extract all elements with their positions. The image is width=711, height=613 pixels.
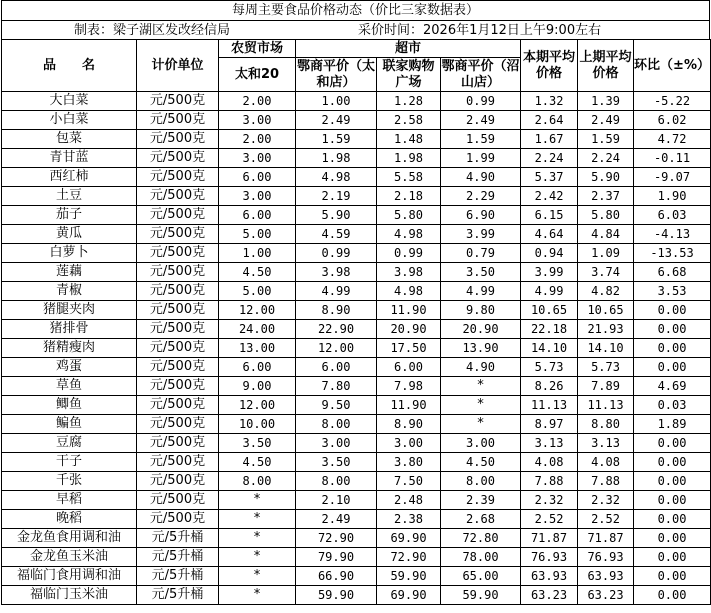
cell-e-zhaoshan-price: 72.80 [441,529,521,548]
cell-change: 0.00 [634,510,711,529]
cell-unit: 元/5升桶 [137,529,219,548]
cell-farm-price: 2.00 [219,92,296,111]
cell-unit: 元/500克 [137,510,219,529]
cell-e-zhaoshan-price: * [441,396,521,415]
cell-e-zhaoshan-price: 1.59 [441,130,521,149]
header-unit: 计价单位 [137,40,219,92]
cell-unit: 元/500克 [137,491,219,510]
maker-label: 制表：梁子湖区发改经信局 [74,23,231,38]
cell-e-zhaoshan-price: 2.68 [441,510,521,529]
cell-name: 青甘蓝 [2,149,137,168]
cell-name: 干子 [2,453,137,472]
cell-this-avg: 14.10 [521,339,578,358]
cell-name: 草鱼 [2,377,137,396]
table-row [2,149,711,168]
cell-last-avg: 5.73 [578,358,634,377]
cell-lianjia-price: 69.90 [377,529,441,548]
cell-change: 6.02 [634,111,711,130]
cell-this-avg: 3.99 [521,263,578,282]
cell-name: 福临门食用调和油 [2,567,137,586]
cell-e-taihe-price: 8.00 [296,415,377,434]
cell-this-avg: 8.97 [521,415,578,434]
cell-name: 早稻 [2,491,137,510]
cell-lianjia-price: 1.98 [377,149,441,168]
cell-unit: 元/500克 [137,168,219,187]
cell-last-avg: 3.74 [578,263,634,282]
cell-this-avg: 2.42 [521,187,578,206]
cell-unit: 元/500克 [137,225,219,244]
cell-e-zhaoshan-price: 13.90 [441,339,521,358]
cell-last-avg: 3.13 [578,434,634,453]
cell-last-avg: 2.52 [578,510,634,529]
table-row [2,529,711,548]
cell-farm-price: 4.50 [219,263,296,282]
cell-farm-price: 24.00 [219,320,296,339]
cell-lianjia-price: 8.90 [377,415,441,434]
header-last-avg: 上期平均价格 [578,40,634,92]
cell-change: 1.90 [634,187,711,206]
cell-e-zhaoshan-price: 20.90 [441,320,521,339]
header-e-taihe: 鄂商平价（太和店） [296,58,375,90]
cell-last-avg: 21.93 [578,320,634,339]
table-row [2,510,711,529]
table-row [2,434,711,453]
cell-unit: 元/500克 [137,263,219,282]
cell-name: 西红柿 [2,168,137,187]
cell-farm-price: 5.00 [219,282,296,301]
cell-this-avg: 8.26 [521,377,578,396]
cell-farm-price: 10.00 [219,415,296,434]
cell-lianjia-price: 59.90 [377,567,441,586]
cell-e-taihe-price: 2.49 [296,510,377,529]
cell-change: -9.07 [634,168,711,187]
cell-this-avg: 1.32 [521,92,578,111]
cell-lianjia-price: 11.90 [377,301,441,320]
cell-e-zhaoshan-price: 65.00 [441,567,521,586]
cell-unit: 元/500克 [137,111,219,130]
cell-e-zhaoshan-price: 0.99 [441,92,521,111]
cell-this-avg: 10.65 [521,301,578,320]
cell-farm-price: 8.00 [219,472,296,491]
header-supermarket: 超市 [296,40,521,58]
cell-lianjia-price: 0.99 [377,244,441,263]
cell-e-taihe-price: 6.00 [296,358,377,377]
cell-name: 黄瓜 [2,225,137,244]
cell-this-avg: 4.99 [521,282,578,301]
cell-lianjia-price: 5.58 [377,168,441,187]
cell-farm-price: 3.50 [219,434,296,453]
cell-change: 0.00 [634,548,711,567]
cell-e-zhaoshan-price: 4.90 [441,168,521,187]
cell-name: 金龙鱼食用调和油 [2,529,137,548]
price-sheet [1,0,710,605]
cell-e-taihe-price: 9.50 [296,396,377,415]
cell-farm-price: 3.00 [219,149,296,168]
cell-e-zhaoshan-price: 2.29 [441,187,521,206]
cell-change: 0.00 [634,434,711,453]
cell-e-zhaoshan-price: 4.50 [441,453,521,472]
cell-farm-price: 9.00 [219,377,296,396]
cell-lianjia-price: 4.98 [377,225,441,244]
table-row [2,491,711,510]
cell-e-taihe-price: 2.49 [296,111,377,130]
cell-change: -0.11 [634,149,711,168]
cell-e-taihe-price: 3.98 [296,263,377,282]
cell-last-avg: 1.09 [578,244,634,263]
cell-unit: 元/500克 [137,92,219,111]
cell-farm-price: * [219,567,296,586]
cell-e-taihe-price: 59.90 [296,586,377,605]
cell-last-avg: 4.84 [578,225,634,244]
cell-change: 4.69 [634,377,711,396]
sheet-subtitle [1,20,710,39]
cell-this-avg: 5.73 [521,358,578,377]
cell-change: 0.00 [634,529,711,548]
cell-e-taihe-price: 12.00 [296,339,377,358]
cell-farm-price: 4.50 [219,453,296,472]
cell-lianjia-price: 69.90 [377,586,441,605]
cell-unit: 元/500克 [137,358,219,377]
cell-lianjia-price: 6.00 [377,358,441,377]
cell-name: 鲫鱼 [2,396,137,415]
cell-e-zhaoshan-price: 3.00 [441,434,521,453]
cell-farm-price: * [219,491,296,510]
cell-last-avg: 8.80 [578,415,634,434]
cell-lianjia-price: 1.48 [377,130,441,149]
cell-change: 0.00 [634,358,711,377]
cell-farm-price: 12.00 [219,301,296,320]
cell-name: 猪精瘦肉 [2,339,137,358]
cell-unit: 元/500克 [137,244,219,263]
table-row [2,548,711,567]
cell-lianjia-price: 3.00 [377,434,441,453]
table-row [2,339,711,358]
cell-unit: 元/500克 [137,396,219,415]
cell-this-avg: 2.52 [521,510,578,529]
cell-name: 大白菜 [2,92,137,111]
table-row [2,358,711,377]
cell-this-avg: 22.18 [521,320,578,339]
cell-e-zhaoshan-price: 3.99 [441,225,521,244]
cell-e-taihe-price: 4.99 [296,282,377,301]
cell-farm-price: 3.00 [219,111,296,130]
cell-change: 0.00 [634,567,711,586]
price-table [1,39,711,605]
cell-farm-price: 5.00 [219,225,296,244]
cell-this-avg: 4.08 [521,453,578,472]
cell-e-zhaoshan-price: 8.00 [441,472,521,491]
cell-name: 土豆 [2,187,137,206]
cell-last-avg: 63.23 [578,586,634,605]
cell-last-avg: 2.37 [578,187,634,206]
header-farm-market: 农贸市场 [219,40,296,58]
header-farm-taihe: 太和20 [219,58,296,92]
cell-unit: 元/500克 [137,434,219,453]
cell-e-zhaoshan-price: * [441,415,521,434]
cell-last-avg: 4.82 [578,282,634,301]
cell-change: 0.00 [634,586,711,605]
cell-change: 1.89 [634,415,711,434]
cell-e-taihe-price: 2.19 [296,187,377,206]
cell-change: 0.00 [634,301,711,320]
cell-lianjia-price: 17.50 [377,339,441,358]
cell-change: 0.00 [634,320,711,339]
cell-lianjia-price: 1.28 [377,92,441,111]
table-row [2,396,711,415]
cell-change: 0.00 [634,339,711,358]
header-name: 品 名 [2,40,137,92]
cell-lianjia-price: 2.58 [377,111,441,130]
cell-this-avg: 6.15 [521,206,578,225]
cell-name: 包菜 [2,130,137,149]
cell-this-avg: 5.37 [521,168,578,187]
cell-lianjia-price: 7.98 [377,377,441,396]
cell-e-taihe-price: 1.00 [296,92,377,111]
cell-unit: 元/5升桶 [137,548,219,567]
table-row [2,111,711,130]
cell-last-avg: 4.08 [578,453,634,472]
cell-change: 4.72 [634,130,711,149]
cell-change: -5.22 [634,92,711,111]
header-this-avg: 本期平均价格 [521,40,578,92]
cell-change: 3.53 [634,282,711,301]
cell-e-zhaoshan-price: 4.90 [441,358,521,377]
table-row [2,377,711,396]
cell-change: 6.03 [634,206,711,225]
cell-e-zhaoshan-price: 3.50 [441,263,521,282]
cell-e-zhaoshan-price: 2.49 [441,111,521,130]
cell-unit: 元/500克 [137,472,219,491]
cell-unit: 元/500克 [137,130,219,149]
cell-e-taihe-price: 2.10 [296,491,377,510]
cell-unit: 元/500克 [137,339,219,358]
cell-change: 0.00 [634,491,711,510]
cell-unit: 元/500克 [137,453,219,472]
cell-last-avg: 7.88 [578,472,634,491]
cell-e-taihe-price: 72.90 [296,529,377,548]
cell-unit: 元/500克 [137,206,219,225]
cell-this-avg: 11.13 [521,396,578,415]
cell-this-avg: 63.23 [521,586,578,605]
cell-this-avg: 63.93 [521,567,578,586]
cell-name: 小白菜 [2,111,137,130]
cell-lianjia-price: 2.48 [377,491,441,510]
table-row [2,263,711,282]
cell-e-zhaoshan-price: 6.90 [441,206,521,225]
cell-farm-price: 6.00 [219,206,296,225]
cell-farm-price: 12.00 [219,396,296,415]
cell-name: 猪排骨 [2,320,137,339]
cell-farm-price: 1.00 [219,244,296,263]
cell-unit: 元/500克 [137,320,219,339]
table-row [2,282,711,301]
collect-time-label: 采价时间：2026年1月12日上午9:00左右 [358,23,602,38]
cell-this-avg: 1.67 [521,130,578,149]
cell-farm-price: * [219,529,296,548]
cell-last-avg: 10.65 [578,301,634,320]
cell-e-zhaoshan-price: 0.79 [441,244,521,263]
cell-last-avg: 11.13 [578,396,634,415]
cell-farm-price: * [219,510,296,529]
table-header [2,40,711,92]
cell-e-zhaoshan-price: 9.80 [441,301,521,320]
cell-e-taihe-price: 22.90 [296,320,377,339]
cell-e-taihe-price: 4.59 [296,225,377,244]
table-row [2,586,711,605]
cell-e-taihe-price: 1.98 [296,149,377,168]
cell-this-avg: 7.88 [521,472,578,491]
cell-lianjia-price: 4.98 [377,282,441,301]
cell-last-avg: 2.32 [578,491,634,510]
cell-unit: 元/500克 [137,187,219,206]
cell-e-zhaoshan-price: 4.99 [441,282,521,301]
table-row [2,472,711,491]
table-row [2,244,711,263]
cell-name: 青椒 [2,282,137,301]
cell-lianjia-price: 11.90 [377,396,441,415]
cell-last-avg: 14.10 [578,339,634,358]
table-row [2,92,711,111]
cell-change: 0.00 [634,472,711,491]
cell-e-taihe-price: 3.50 [296,453,377,472]
cell-e-zhaoshan-price: * [441,377,521,396]
cell-name: 茄子 [2,206,137,225]
header-e-zhaoshan: 鄂商平价（沼山店） [441,58,520,90]
table-row [2,453,711,472]
cell-name: 千张 [2,472,137,491]
cell-change: -13.53 [634,244,711,263]
cell-farm-price: 6.00 [219,358,296,377]
cell-last-avg: 2.49 [578,111,634,130]
cell-e-zhaoshan-price: 1.99 [441,149,521,168]
table-row [2,301,711,320]
sheet-title: 每周主要食品价格动态（价比三家数据表） [1,0,710,20]
cell-lianjia-price: 3.98 [377,263,441,282]
cell-last-avg: 7.89 [578,377,634,396]
cell-lianjia-price: 7.50 [377,472,441,491]
cell-last-avg: 5.80 [578,206,634,225]
cell-farm-price: 2.00 [219,130,296,149]
cell-last-avg: 1.39 [578,92,634,111]
table-row [2,187,711,206]
cell-unit: 元/500克 [137,282,219,301]
table-row [2,567,711,586]
cell-e-zhaoshan-price: 78.00 [441,548,521,567]
cell-name: 猪腿夹肉 [2,301,137,320]
cell-e-taihe-price: 79.90 [296,548,377,567]
cell-farm-price: * [219,586,296,605]
cell-e-taihe-price: 7.80 [296,377,377,396]
cell-change: 0.03 [634,396,711,415]
cell-e-taihe-price: 66.90 [296,567,377,586]
header-lianjia: 联家购物广场 [377,58,441,92]
cell-farm-price: 3.00 [219,187,296,206]
cell-this-avg: 71.87 [521,529,578,548]
cell-name: 莲藕 [2,263,137,282]
cell-name: 鸡蛋 [2,358,137,377]
cell-last-avg: 2.24 [578,149,634,168]
cell-lianjia-price: 20.90 [377,320,441,339]
cell-e-zhaoshan-price: 2.39 [441,491,521,510]
cell-this-avg: 0.94 [521,244,578,263]
cell-name: 晚稻 [2,510,137,529]
cell-lianjia-price: 72.90 [377,548,441,567]
cell-last-avg: 1.59 [578,130,634,149]
cell-farm-price: 6.00 [219,168,296,187]
cell-this-avg: 76.93 [521,548,578,567]
cell-this-avg: 3.13 [521,434,578,453]
cell-lianjia-price: 3.80 [377,453,441,472]
cell-last-avg: 71.87 [578,529,634,548]
cell-unit: 元/5升桶 [137,567,219,586]
cell-last-avg: 63.93 [578,567,634,586]
cell-last-avg: 76.93 [578,548,634,567]
table-row [2,225,711,244]
table-row [2,206,711,225]
cell-unit: 元/5升桶 [137,586,219,605]
cell-change: 6.68 [634,263,711,282]
cell-name: 福临门玉米油 [2,586,137,605]
cell-unit: 元/500克 [137,149,219,168]
cell-unit: 元/500克 [137,301,219,320]
cell-e-taihe-price: 5.90 [296,206,377,225]
cell-unit: 元/500克 [137,377,219,396]
cell-lianjia-price: 2.18 [377,187,441,206]
cell-lianjia-price: 2.38 [377,510,441,529]
table-row [2,320,711,339]
header-change: 环比（±%） [634,40,711,92]
table-row [2,130,711,149]
cell-this-avg: 2.64 [521,111,578,130]
cell-lianjia-price: 5.80 [377,206,441,225]
cell-e-taihe-price: 1.59 [296,130,377,149]
cell-name: 白萝卜 [2,244,137,263]
cell-this-avg: 2.24 [521,149,578,168]
cell-this-avg: 4.64 [521,225,578,244]
cell-change: 0.00 [634,453,711,472]
table-row [2,415,711,434]
cell-e-taihe-price: 4.98 [296,168,377,187]
cell-name: 豆腐 [2,434,137,453]
table-row [2,168,711,187]
cell-name: 金龙鱼玉米油 [2,548,137,567]
cell-e-taihe-price: 3.00 [296,434,377,453]
cell-e-taihe-price: 8.00 [296,472,377,491]
cell-change: -4.13 [634,225,711,244]
cell-last-avg: 5.90 [578,168,634,187]
cell-farm-price: * [219,548,296,567]
table-body [2,92,711,605]
cell-name: 鳊鱼 [2,415,137,434]
cell-farm-price: 13.00 [219,339,296,358]
cell-unit: 元/500克 [137,415,219,434]
cell-this-avg: 2.32 [521,491,578,510]
cell-e-zhaoshan-price: 59.90 [441,586,521,605]
cell-e-taihe-price: 0.99 [296,244,377,263]
cell-e-taihe-price: 8.90 [296,301,377,320]
